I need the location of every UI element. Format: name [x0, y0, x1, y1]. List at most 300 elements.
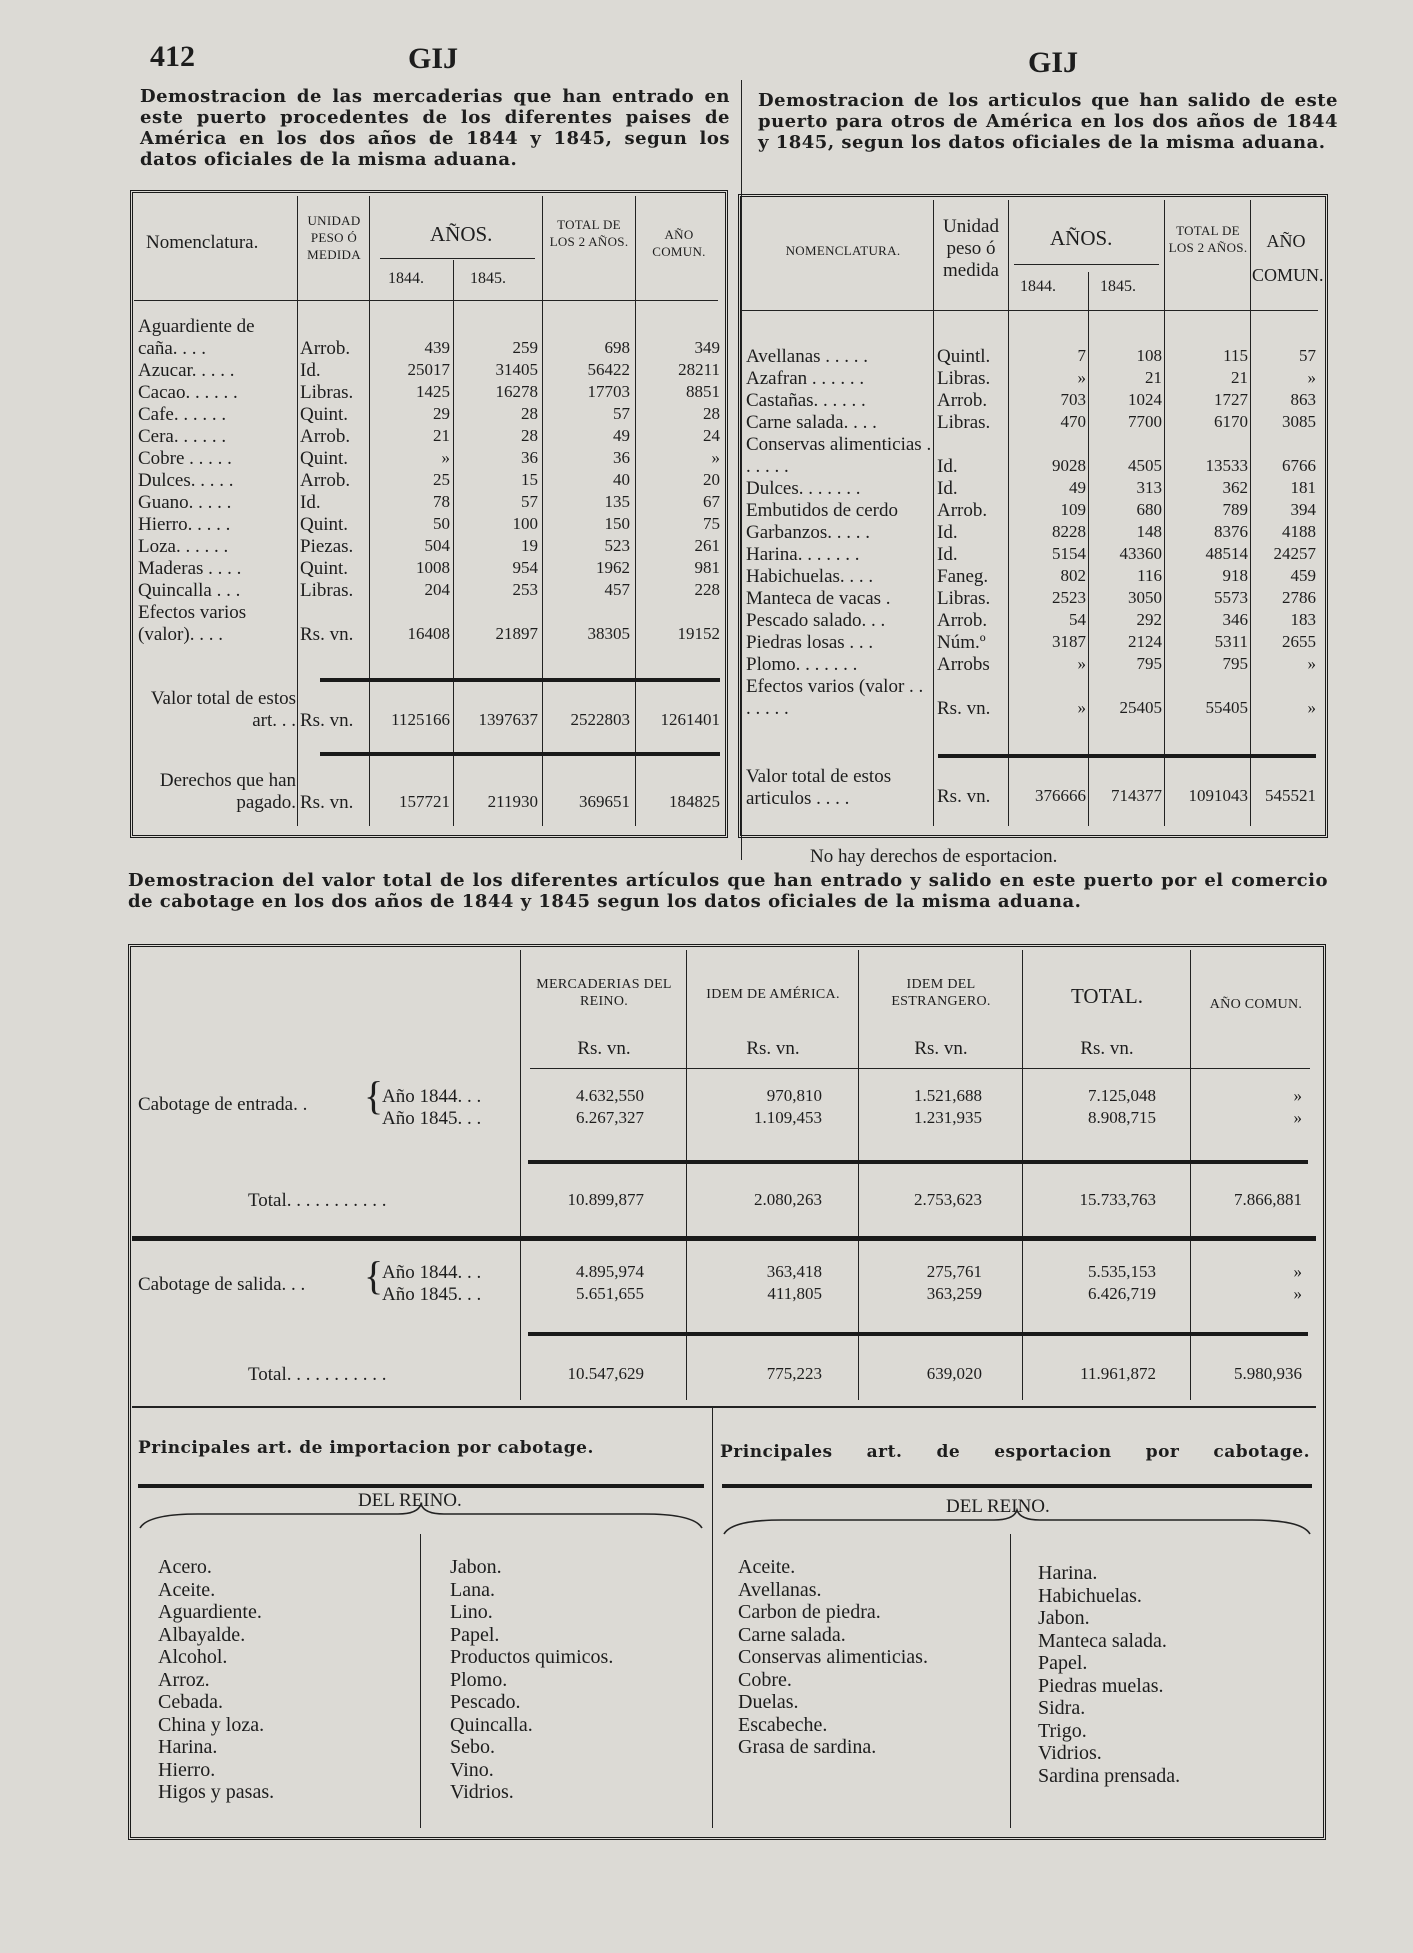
cab-row-year: Año 1845. . . [382, 1284, 482, 1305]
import-row-1845: 31405 [495, 360, 538, 379]
article-item: Sebo. [450, 1736, 495, 1758]
export-row [738, 478, 1328, 500]
import-row-name: Cafe. . . . . . [138, 404, 227, 425]
export-row-1845: 680 [1136, 500, 1162, 519]
export-header-unit: Unidad peso ó medida [943, 216, 999, 281]
cab-entrada-total-label: Total. . . . . . . . . . . [248, 1190, 387, 1211]
import-row-unit: Libras. [300, 580, 354, 601]
cab-unit-extranjero: Rs. vn. [914, 1038, 968, 1059]
import-row-name: Maderas . . . . [138, 558, 242, 579]
export-row [738, 522, 1328, 544]
import-articles-subtitle: DEL REINO. [358, 1490, 462, 1511]
import-row-name: Azucar. . . . . [138, 360, 235, 381]
import-row-1845: 954 [512, 558, 538, 577]
import-valor-total-avg: 1261401 [660, 710, 720, 729]
import-row-unit: Piezas. [300, 536, 354, 557]
export-row-1845: 25405 [1119, 698, 1162, 717]
export-row-name: Dulces. . . . . . . [746, 478, 861, 499]
article-item: Jabon. [1038, 1607, 1090, 1629]
import-header-1844: 1844. [388, 270, 424, 287]
import-row-unit: Quint. [300, 404, 349, 425]
article-item: Vidrios. [1038, 1742, 1102, 1764]
export-row-total: 55405 [1205, 698, 1248, 717]
import-table [130, 190, 728, 840]
import-row-1844: 78 [433, 492, 450, 511]
export-row-unit: Núm.º [937, 632, 986, 653]
cab-unit-total: Rs. vn. [1080, 1038, 1134, 1059]
export-row-unit: Rs. vn. [937, 698, 991, 719]
article-item: Manteca salada. [1038, 1629, 1167, 1652]
article-item: Carne salada. [738, 1623, 846, 1646]
import-row-name: Hierro. . . . . [138, 514, 231, 535]
export-row [738, 434, 1328, 478]
cab-header-total: TOTAL. [1070, 984, 1143, 1008]
import-row-avg: 28 [703, 404, 720, 423]
import-row-1845: 253 [512, 580, 538, 599]
import-row-avg: 261 [694, 536, 720, 555]
cabotage-table [128, 944, 1328, 1840]
cab-entrada-total-row [128, 1190, 1328, 1212]
import-row-total: 38305 [587, 624, 630, 643]
export-row-name: Castañas. . . . . . [746, 390, 866, 411]
article-item: Sidra. [1038, 1697, 1086, 1719]
import-row-avg: 67 [703, 492, 720, 511]
article-item: Acero. [158, 1556, 212, 1578]
export-row-1844: 3187 [1052, 632, 1086, 651]
cab-row-avg: » [1293, 1284, 1302, 1303]
article-item: Productos quimicos. [450, 1646, 614, 1668]
export-row-total: 6170 [1214, 412, 1248, 431]
import-header-1845: 1845. [470, 270, 506, 287]
import-row-1844: » [441, 448, 450, 467]
import-row-unit: Rs. vn. [300, 624, 354, 645]
export-row-unit: Libras. [937, 588, 991, 609]
article-item: Albayalde. [158, 1623, 246, 1646]
import-row-avg: 28211 [678, 360, 720, 379]
article-item: Cobre. [738, 1668, 792, 1691]
import-row-name: Dulces. . . . . [138, 470, 234, 491]
export-row-1845: 21 [1145, 368, 1162, 387]
import-row [130, 448, 728, 470]
article-item: Cebada. [158, 1691, 223, 1713]
article-item: Vino. [450, 1758, 494, 1781]
export-row-avg: » [1307, 368, 1316, 387]
export-row-total: 795 [1222, 654, 1248, 673]
cab-entrada-row [128, 1086, 1328, 1108]
article-item: Duelas. [738, 1691, 799, 1713]
import-row-total: 57 [613, 404, 630, 423]
import-derechos-label: Derechos que han pagado. [159, 770, 296, 813]
import-row-1844: 439 [424, 338, 450, 357]
export-row-name: Piedras losas . . . [746, 632, 874, 653]
export-valor-total-total: 1091043 [1188, 786, 1248, 805]
export-row-1844: » [1077, 654, 1086, 673]
export-row-total: 789 [1222, 500, 1248, 519]
article-item: Harina. [158, 1736, 218, 1758]
export-row-total: 918 [1222, 566, 1248, 585]
export-row-unit: Arrob. [937, 610, 988, 631]
cab-row-avg: » [1293, 1086, 1302, 1105]
export-row-1845: 2124 [1128, 632, 1162, 651]
import-row [130, 536, 728, 558]
export-row-name: Pescado salado. . . [746, 610, 886, 631]
cab-row-year: Año 1845. . . [382, 1108, 482, 1129]
brace-salida: { [364, 1253, 384, 1298]
export-row-name: Avellanas . . . . . [746, 346, 869, 367]
export-header-1844: 1844. [1020, 278, 1056, 295]
export-row [738, 390, 1328, 412]
cab-row-avg: » [1293, 1262, 1302, 1281]
article-item: Lana. [450, 1578, 495, 1601]
import-row-unit: Arrob. [300, 338, 351, 359]
export-row-name: Efectos varios (valor . . . . . . . [746, 676, 924, 719]
import-row-1845: 36 [521, 448, 538, 467]
import-row-1844: 21 [433, 426, 450, 445]
export-table-title: Demostracion de los articulos que han salido de este puerto para otros de América en los dos años de 1844 y 1845, segun los datos oficiales de la misma aduana. [758, 90, 1338, 153]
import-row-1844: 504 [424, 536, 450, 555]
import-row-avg: 75 [703, 514, 720, 533]
cab-row-extranjero: 1.231,935 [914, 1108, 982, 1127]
import-row-total: 49 [613, 426, 630, 445]
export-row-1845: 1024 [1128, 390, 1162, 409]
import-row-name: Cera. . . . . . [138, 426, 227, 447]
export-row-unit: Id. [937, 478, 958, 499]
import-row-unit: Id. [300, 492, 321, 513]
import-row-1845: 28 [521, 404, 538, 423]
export-row [738, 654, 1328, 676]
import-row-total: 135 [604, 492, 630, 511]
import-row-1844: 1008 [416, 558, 450, 577]
article-item: Piedras muelas. [1038, 1674, 1164, 1697]
cabotage-title: Demostracion del valor total de los diferentes artículos que han entrado y salido en este puerto por el comercio de cabotage en los dos años de 1844 y 1845 segun los datos oficiales de la misma aduana. [128, 870, 1328, 912]
export-articles-brace [722, 1508, 1312, 1538]
import-row-name: Loza. . . . . . [138, 536, 229, 557]
export-row-unit: Libras. [937, 412, 991, 433]
import-row [130, 492, 728, 514]
export-row [738, 544, 1328, 566]
cab-row-reino: 4.895,974 [576, 1262, 644, 1281]
import-row-avg: » [711, 448, 720, 467]
import-header-nomenclature: Nomenclatura. [146, 232, 259, 253]
export-row-total: 115 [1223, 346, 1248, 365]
export-row [738, 632, 1328, 654]
import-derechos-row [130, 770, 728, 814]
cab-salida-total-reino: 10.547,629 [567, 1364, 644, 1383]
cab-entrada-total-total: 15.733,763 [1079, 1190, 1156, 1209]
cab-unit-reino: Rs. vn. [577, 1038, 631, 1059]
export-row-unit: Id. [937, 456, 958, 477]
export-row [738, 412, 1328, 434]
export-row-unit: Id. [937, 544, 958, 565]
article-item: Avellanas. [738, 1578, 822, 1601]
export-row [738, 500, 1328, 522]
export-row-avg: » [1307, 698, 1316, 717]
export-row-avg: 2655 [1282, 632, 1316, 651]
article-item: Hierro. [158, 1758, 216, 1781]
export-row-1844: 802 [1060, 566, 1086, 585]
export-row-1844: 8228 [1052, 522, 1086, 541]
cab-salida-total-america: 775,223 [766, 1364, 822, 1383]
cab-row-america: 970,810 [766, 1086, 822, 1105]
export-row-1845: 116 [1137, 566, 1162, 585]
cab-row-avg: » [1293, 1108, 1302, 1127]
import-row-1845: 19 [521, 536, 538, 555]
export-row-1844: 9028 [1052, 456, 1086, 475]
article-item: Grasa de sardina. [738, 1736, 877, 1758]
cab-row-reino: 4.632,550 [576, 1086, 644, 1105]
export-row-1844: 703 [1060, 390, 1086, 409]
cab-header-reino: MERCADERIAS DEL REINO. [536, 977, 672, 1009]
import-row-1844: 50 [433, 514, 450, 533]
article-item: Carbon de piedra. [738, 1601, 881, 1623]
export-row [738, 588, 1328, 610]
export-row-1845: 7700 [1128, 412, 1162, 431]
export-row-total: 362 [1222, 478, 1248, 497]
import-row-avg: 24 [703, 426, 720, 445]
cab-row-reino: 5.651,655 [576, 1284, 644, 1303]
article-item: Habichuelas. [1038, 1584, 1142, 1607]
import-row-total: 40 [613, 470, 630, 489]
export-articles-col1 [738, 1556, 928, 1759]
import-row-avg: 19152 [677, 624, 720, 643]
export-valor-total-unit: Rs. vn. [937, 786, 991, 807]
export-row [738, 610, 1328, 632]
export-articles-subtitle: DEL REINO. [946, 1496, 1050, 1517]
export-row-1845: 43360 [1119, 544, 1162, 563]
cab-row-total: 7.125,048 [1088, 1086, 1156, 1105]
cab-row-america: 411,805 [767, 1284, 822, 1303]
import-row-name: Quincalla . . . [138, 580, 241, 601]
import-row-1845: 57 [521, 492, 538, 511]
export-row-name: Habichuelas. . . . [746, 566, 874, 587]
export-row-avg: 2786 [1282, 588, 1316, 607]
export-row-avg: 183 [1290, 610, 1316, 629]
cab-salida-total-label: Total. . . . . . . . . . . [248, 1364, 387, 1385]
import-row-1845: 259 [512, 338, 538, 357]
import-derechos-avg: 184825 [669, 792, 720, 811]
export-row-unit: Arrobs [937, 654, 990, 675]
export-row [738, 368, 1328, 390]
import-row [130, 382, 728, 404]
export-row-1845: 313 [1136, 478, 1162, 497]
import-row-avg: 8851 [686, 382, 720, 401]
export-row-1845: 108 [1136, 346, 1162, 365]
import-valor-total-row [130, 688, 728, 732]
import-row-avg: 981 [694, 558, 720, 577]
cab-row-year: Año 1844. . . [382, 1086, 482, 1107]
article-item: Lino. [450, 1601, 493, 1623]
import-row-1844: 204 [424, 580, 450, 599]
import-row [130, 602, 728, 646]
export-row-name: Plomo. . . . . . . [746, 654, 858, 675]
import-row-total: 523 [604, 536, 630, 555]
cab-entrada-total-avg: 7.866,881 [1234, 1190, 1302, 1209]
cab-row-america: 1.109,453 [754, 1108, 822, 1127]
import-valor-total-label: Valor total de estos art. . . [150, 688, 296, 731]
article-item: Papel. [1038, 1652, 1088, 1674]
export-row-total: 13533 [1205, 456, 1248, 475]
article-item: Quincalla. [450, 1713, 533, 1736]
import-row-name: Cacao. . . . . . [138, 382, 238, 403]
export-row-avg: 3085 [1282, 412, 1316, 431]
brace-entrada: { [364, 1073, 384, 1118]
cab-unit-america: Rs. vn. [746, 1038, 800, 1059]
export-row-avg: 394 [1290, 500, 1316, 519]
article-item: Arroz. [158, 1668, 210, 1691]
export-row-avg: 4188 [1282, 522, 1316, 541]
import-table-title: Demostracion de las mercaderias que han entrado en este puerto procedentes de los diferentes paises de América en los dos años de 1844 y 1845, segun los datos oficiales de la misma aduana. [140, 86, 730, 170]
import-row-total: 150 [604, 514, 630, 533]
import-row [130, 580, 728, 602]
cab-entrada-total-america: 2.080,263 [754, 1190, 822, 1209]
page-number: 412 [150, 40, 195, 73]
export-row-total: 1727 [1214, 390, 1248, 409]
export-row-total: 346 [1222, 610, 1248, 629]
cab-header-average: AÑO COMUN. [1209, 997, 1303, 1012]
export-row-total: 5573 [1214, 588, 1248, 607]
import-row-unit: Arrob. [300, 426, 351, 447]
article-item: Escabeche. [738, 1713, 828, 1736]
cab-salida-total-total: 11.961,872 [1080, 1364, 1156, 1383]
cab-entrada-total-reino: 10.899,877 [567, 1190, 644, 1209]
cab-header-america: IDEM DE AMÉRICA. [706, 987, 840, 1002]
export-row-name: Garbanzos. . . . . [746, 522, 870, 543]
import-row [130, 558, 728, 580]
export-row-1844: 2523 [1052, 588, 1086, 607]
import-header-years: AÑOS. [430, 222, 493, 246]
import-derechos-total: 369651 [579, 792, 630, 811]
export-row [738, 566, 1328, 588]
export-row-name: Harina. . . . . . . [746, 544, 860, 565]
article-item: Papel. [450, 1623, 500, 1646]
export-row-avg: 863 [1290, 390, 1316, 409]
import-articles-title: Principales art. de importacion por cabotage. [138, 1438, 594, 1458]
export-row-name: Azafran . . . . . . [746, 368, 865, 389]
import-row-1844: 1425 [416, 382, 450, 401]
import-row-unit: Quint. [300, 514, 349, 535]
article-item: Higos y pasas. [158, 1781, 275, 1803]
import-row-avg: 20 [703, 470, 720, 489]
export-row-avg: 181 [1290, 478, 1316, 497]
import-row-unit: Arrob. [300, 470, 351, 491]
export-row-1844: 470 [1060, 412, 1086, 431]
export-row-unit: Quintl. [937, 346, 991, 367]
import-derechos-unit: Rs. vn. [300, 792, 354, 813]
import-row-total: 17703 [587, 382, 630, 401]
cab-entrada-label: Cabotage de entrada. . [138, 1094, 308, 1115]
import-row-avg: 228 [694, 580, 720, 599]
export-row [738, 346, 1328, 368]
cab-header-extranjero: IDEM DEL ESTRANGERO. [891, 977, 991, 1009]
import-row [130, 470, 728, 492]
article-item: Jabon. [450, 1556, 502, 1578]
export-row-1844: 109 [1060, 500, 1086, 519]
article-item: Conservas alimenticias. [738, 1646, 928, 1668]
import-row-total: 1962 [596, 558, 630, 577]
import-row-name: Efectos varios (valor). . . . [138, 602, 247, 645]
export-row-unit: Arrob. [937, 500, 988, 521]
import-header-average: AÑO COMUN. [652, 227, 706, 259]
cab-row-extranjero: 1.521,688 [914, 1086, 982, 1105]
export-header-nomenclature: NOMENCLATURA. [785, 243, 901, 258]
cab-salida-label: Cabotage de salida. . . [138, 1274, 306, 1295]
cab-row-america: 363,418 [766, 1262, 822, 1281]
article-item: Aceite. [738, 1556, 796, 1578]
export-row-unit: Arrob. [937, 390, 988, 411]
running-head-right: GIJ [1028, 46, 1079, 79]
export-row-1844: 5154 [1052, 544, 1086, 563]
import-row [130, 426, 728, 448]
export-row-unit: Libras. [937, 368, 991, 389]
export-note: No hay derechos de esportacion. [810, 846, 1058, 867]
import-header-unit: UNIDAD PESO Ó MEDIDA [307, 213, 361, 262]
import-row-total: 698 [604, 338, 630, 357]
import-valor-total-1845: 1397637 [478, 710, 538, 729]
export-valor-total-1844: 376666 [1035, 786, 1086, 805]
export-row-total: 48514 [1205, 544, 1248, 563]
article-item: Alcohol. [158, 1646, 228, 1668]
export-row-total: 8376 [1214, 522, 1248, 541]
export-row-1844: 54 [1069, 610, 1086, 629]
import-row-total: 56422 [587, 360, 630, 379]
export-row-1845: 795 [1136, 654, 1162, 673]
article-item: Vidrios. [450, 1781, 514, 1803]
import-row-total: 36 [613, 448, 630, 467]
article-item: Sardina prensada. [1038, 1764, 1181, 1787]
cab-row-total: 6.426,719 [1088, 1284, 1156, 1303]
export-row-1845: 4505 [1128, 456, 1162, 475]
article-item: Trigo. [1038, 1719, 1087, 1742]
cab-row-year: Año 1844. . . [382, 1262, 482, 1283]
import-row-1845: 100 [512, 514, 538, 533]
article-item: China y loza. [158, 1713, 265, 1736]
import-valor-total-total: 2522803 [570, 710, 630, 729]
import-row [130, 316, 728, 360]
export-valor-total-1845: 714377 [1111, 786, 1162, 805]
import-row [130, 514, 728, 536]
cab-salida-total-row [128, 1364, 1328, 1386]
export-row-1844: 49 [1069, 478, 1086, 497]
cab-row-extranjero: 275,761 [926, 1262, 982, 1281]
import-articles-brace [138, 1502, 704, 1532]
export-row-avg: 459 [1290, 566, 1316, 585]
import-row-1845: 16278 [495, 382, 538, 401]
export-header-average: AÑO COMUN. [1252, 231, 1324, 285]
import-row-avg: 349 [694, 338, 720, 357]
import-row [130, 404, 728, 426]
export-row-1844: » [1077, 368, 1086, 387]
import-row [130, 360, 728, 382]
export-row-name: Manteca de vacas . [746, 588, 891, 609]
cab-entrada-row [128, 1108, 1328, 1130]
import-row-unit: Quint. [300, 558, 349, 579]
import-valor-total-1844: 1125166 [391, 710, 450, 729]
import-row-unit: Quint. [300, 448, 349, 469]
import-row-name: Cobre . . . . . [138, 448, 232, 469]
cab-row-total: 5.535,153 [1088, 1262, 1156, 1281]
export-valor-total-row [738, 766, 1328, 809]
export-row-1845: 292 [1136, 610, 1162, 629]
import-articles-col2 [450, 1556, 613, 1804]
article-item: Pescado. [450, 1691, 521, 1713]
export-valor-total-avg: 545521 [1265, 786, 1316, 805]
export-row-avg: » [1307, 654, 1316, 673]
export-row-1844: » [1077, 698, 1086, 717]
import-row-1845: 21897 [495, 624, 538, 643]
export-row-name: Carne salada. . . . [746, 412, 877, 433]
export-row-name: Conservas alimenticias . . . . . . [746, 434, 932, 477]
import-row-unit: Id. [300, 360, 321, 381]
